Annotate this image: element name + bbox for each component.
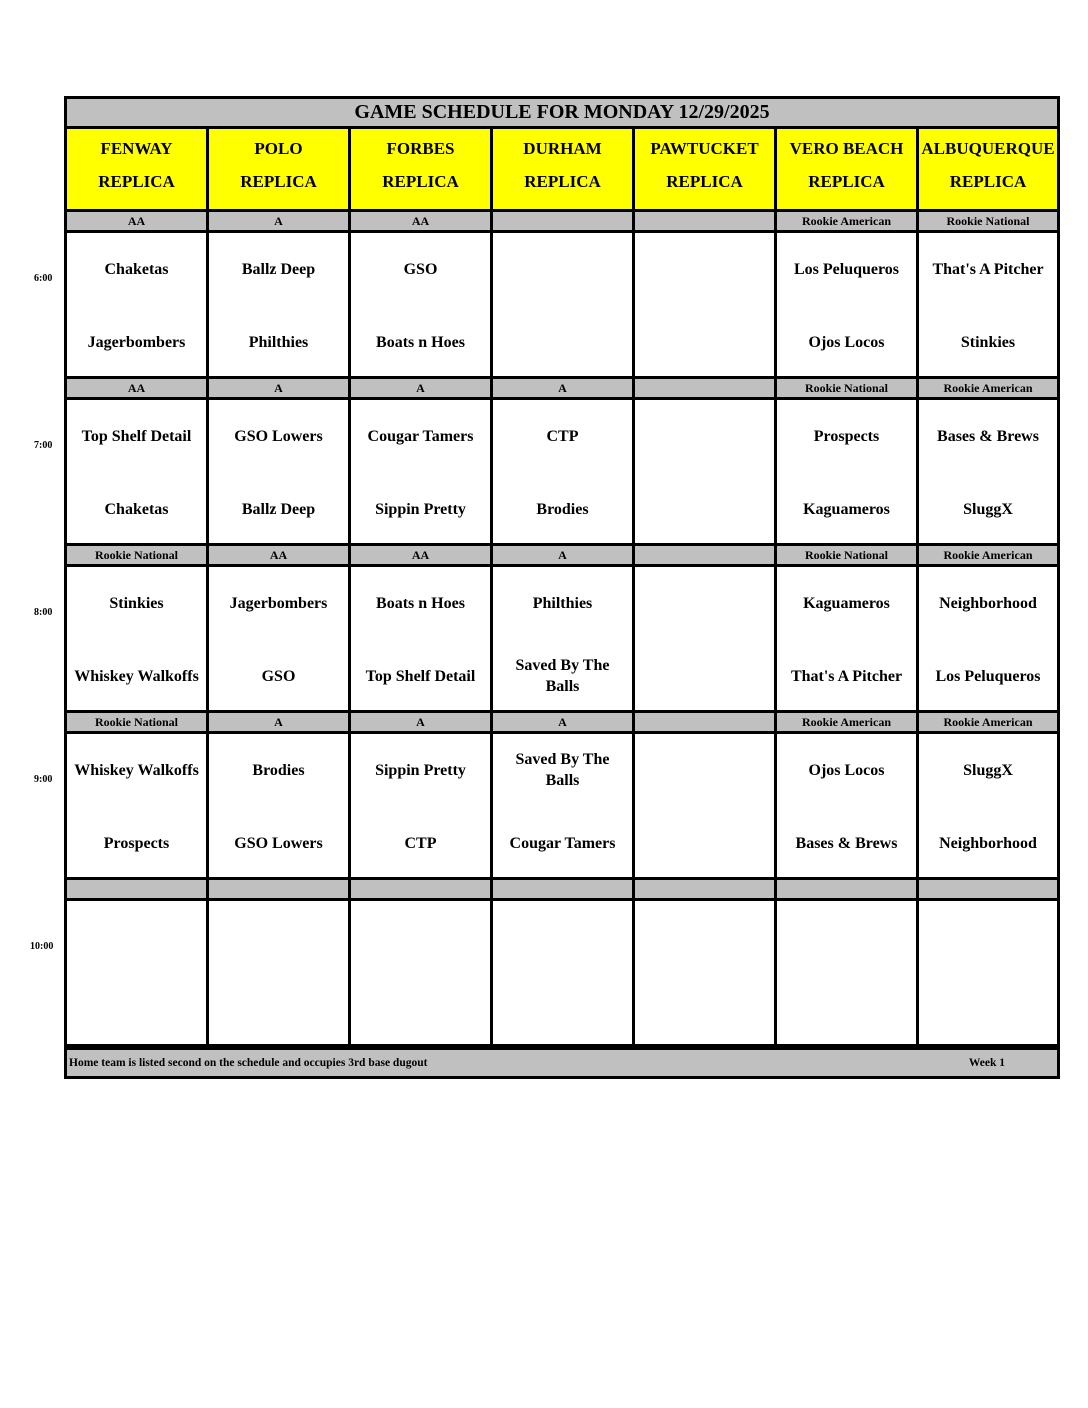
venue-name: ALBUQUERQUE: [921, 139, 1055, 158]
home-team: Chaketas: [104, 500, 169, 518]
game-cell: [916, 564, 1060, 713]
home-team: [493, 988, 632, 1032]
away-team: Cougar Tamers: [367, 427, 474, 445]
venue-name: VERO BEACH: [789, 139, 904, 158]
game-cell: [632, 564, 777, 713]
division-label: Rookie National: [774, 543, 919, 567]
away-team: Sippin Pretty: [375, 761, 466, 779]
division-label: AA: [64, 376, 209, 400]
venue-name: DURHAM: [523, 139, 602, 158]
venue-header: [916, 126, 1060, 212]
away-team: [635, 581, 774, 625]
away-team: Bases & Brews: [937, 427, 1039, 445]
home-team: Bases & Brews: [795, 834, 898, 852]
game-cell: [206, 397, 351, 546]
away-team: Prospects: [813, 427, 880, 445]
away-team: Boats n Hoes: [376, 594, 465, 612]
game-cell: [774, 731, 919, 880]
venue-sub: REPLICA: [240, 172, 317, 191]
division-label: AA: [348, 543, 493, 567]
division-label: A: [490, 376, 635, 400]
venue-sub: REPLICA: [808, 172, 885, 191]
venue-sub: REPLICA: [98, 172, 175, 191]
venue-sub: REPLICA: [524, 172, 601, 191]
away-team: Jagerbombers: [229, 594, 328, 612]
division-label: AA: [64, 209, 209, 233]
game-cell: [206, 898, 351, 1047]
game-cell: [916, 230, 1060, 379]
time-label: 7:00: [34, 440, 53, 451]
game-cell: [916, 397, 1060, 546]
home-team: Ojos Locos: [808, 333, 885, 351]
home-team: [919, 988, 1057, 1032]
home-team: SluggX: [963, 500, 1013, 518]
away-team: Saved By The Balls: [515, 751, 610, 789]
schedule-title: GAME SCHEDULE FOR MONDAY 12/29/2025: [64, 96, 1060, 129]
home-team: [635, 654, 774, 698]
division-label: A: [206, 710, 351, 734]
home-team: [493, 320, 632, 364]
home-team: Whiskey Walkoffs: [74, 667, 199, 685]
venue-name: FENWAY: [100, 139, 173, 158]
home-team: Los Peluqueros: [935, 667, 1041, 685]
home-team: Philthies: [248, 333, 309, 351]
game-cell: [348, 397, 493, 546]
division-label: Rookie American: [774, 710, 919, 734]
home-team: Boats n Hoes: [376, 333, 465, 351]
home-team: [777, 988, 916, 1032]
game-cell: [490, 731, 635, 880]
home-team: That's A Pitcher: [790, 667, 903, 685]
division-label: A: [206, 376, 351, 400]
schedule-footer: [64, 1047, 1060, 1079]
game-cell: [632, 397, 777, 546]
away-team: SluggX: [963, 761, 1013, 779]
away-team: Ojos Locos: [808, 761, 885, 779]
division-label: Rookie National: [64, 543, 209, 567]
away-team: Whiskey Walkoffs: [74, 761, 199, 779]
game-cell: [206, 731, 351, 880]
home-team: [351, 988, 490, 1032]
home-team: Kaguameros: [803, 500, 890, 518]
venue-name: POLO: [254, 139, 303, 158]
division-label: A: [490, 710, 635, 734]
game-cell: [348, 731, 493, 880]
home-team: Cougar Tamers: [509, 834, 616, 852]
game-cell: [64, 898, 209, 1047]
home-team: [635, 988, 774, 1032]
time-label: 8:00: [34, 607, 53, 618]
division-label: Rookie American: [916, 543, 1060, 567]
home-team: Ballz Deep: [241, 500, 316, 518]
home-team: [635, 320, 774, 364]
away-team: Los Peluqueros: [793, 260, 900, 278]
away-team: Stinkies: [109, 594, 164, 612]
game-cell: [774, 898, 919, 1047]
division-label: Rookie American: [916, 376, 1060, 400]
away-team: [777, 915, 916, 959]
away-team: GSO: [403, 260, 438, 278]
venue-header: [490, 126, 635, 212]
game-cell: [348, 564, 493, 713]
away-team: [493, 247, 632, 291]
game-cell: [64, 397, 209, 546]
game-cell: [774, 564, 919, 713]
away-team: [635, 247, 774, 291]
division-label: A: [490, 543, 635, 567]
away-team: [493, 915, 632, 959]
away-team: Top Shelf Detail: [81, 427, 192, 445]
division-label: Rookie American: [774, 209, 919, 233]
home-team: GSO: [261, 667, 296, 685]
home-team: Stinkies: [960, 333, 1016, 351]
home-team: [635, 821, 774, 865]
game-cell: [916, 731, 1060, 880]
division-label: A: [348, 376, 493, 400]
game-cell: [774, 230, 919, 379]
venue-sub: REPLICA: [666, 172, 743, 191]
away-team: [635, 915, 774, 959]
home-team: Jagerbombers: [87, 333, 186, 351]
division-label: A: [348, 710, 493, 734]
away-team: Kaguameros: [803, 594, 890, 612]
week-label: Week 1: [968, 1057, 1005, 1069]
home-team-note: Home team is listed second on the schedule and occupies 3rd base dugout: [69, 1057, 428, 1069]
game-cell: [206, 564, 351, 713]
division-label: Rookie American: [916, 710, 1060, 734]
game-cell: [490, 898, 635, 1047]
away-team: Chaketas: [104, 260, 169, 278]
venue-header: [774, 126, 919, 212]
venue-name: PAWTUCKET: [650, 139, 759, 158]
away-team: Neighborhood: [939, 594, 1037, 612]
venue-header: [348, 126, 493, 212]
division-label: AA: [206, 543, 351, 567]
venue-sub: REPLICA: [382, 172, 459, 191]
away-team: [67, 915, 206, 959]
home-team: Brodies: [536, 500, 589, 518]
game-cell: [64, 230, 209, 379]
away-team: Philthies: [532, 594, 593, 612]
time-label: 6:00: [34, 273, 53, 284]
away-team: GSO Lowers: [234, 427, 323, 445]
home-team: [67, 988, 206, 1032]
game-cell: [348, 898, 493, 1047]
away-team: [209, 915, 348, 959]
home-team: Saved By The Balls: [515, 657, 610, 695]
home-team: GSO Lowers: [234, 834, 323, 852]
home-team: Neighborhood: [939, 834, 1037, 852]
venue-header: [206, 126, 351, 212]
away-team: That's A Pitcher: [932, 260, 1044, 278]
division-label: AA: [348, 209, 493, 233]
venue-header: [632, 126, 777, 212]
time-label: 10:00: [30, 941, 54, 952]
game-cell: [490, 230, 635, 379]
home-team: [209, 988, 348, 1032]
game-cell: [774, 397, 919, 546]
away-team: [635, 414, 774, 458]
away-team: [919, 915, 1057, 959]
game-cell: [632, 230, 777, 379]
away-team: Brodies: [252, 761, 305, 779]
home-team: Top Shelf Detail: [365, 667, 476, 685]
away-team: [351, 915, 490, 959]
home-team: CTP: [404, 834, 437, 852]
division-label: A: [206, 209, 351, 233]
game-cell: [632, 898, 777, 1047]
away-team: [635, 748, 774, 792]
home-team: [635, 487, 774, 531]
game-cell: [490, 564, 635, 713]
venue-sub: REPLICA: [949, 172, 1027, 191]
game-cell: [632, 731, 777, 880]
away-team: Ballz Deep: [241, 260, 316, 278]
venue-name: FORBES: [386, 139, 455, 158]
game-cell: [916, 898, 1060, 1047]
division-label: Rookie National: [64, 710, 209, 734]
home-team: Sippin Pretty: [375, 500, 466, 518]
time-label: 9:00: [34, 774, 53, 785]
game-cell: [348, 230, 493, 379]
game-cell: [64, 564, 209, 713]
away-team: CTP: [546, 427, 579, 445]
game-cell: [64, 731, 209, 880]
schedule-sheet: [64, 96, 1060, 1079]
venue-header: [64, 126, 209, 212]
game-cell: [490, 397, 635, 546]
game-cell: [206, 230, 351, 379]
division-label: Rookie National: [774, 376, 919, 400]
home-team: Prospects: [103, 834, 170, 852]
division-label: Rookie National: [916, 209, 1060, 233]
